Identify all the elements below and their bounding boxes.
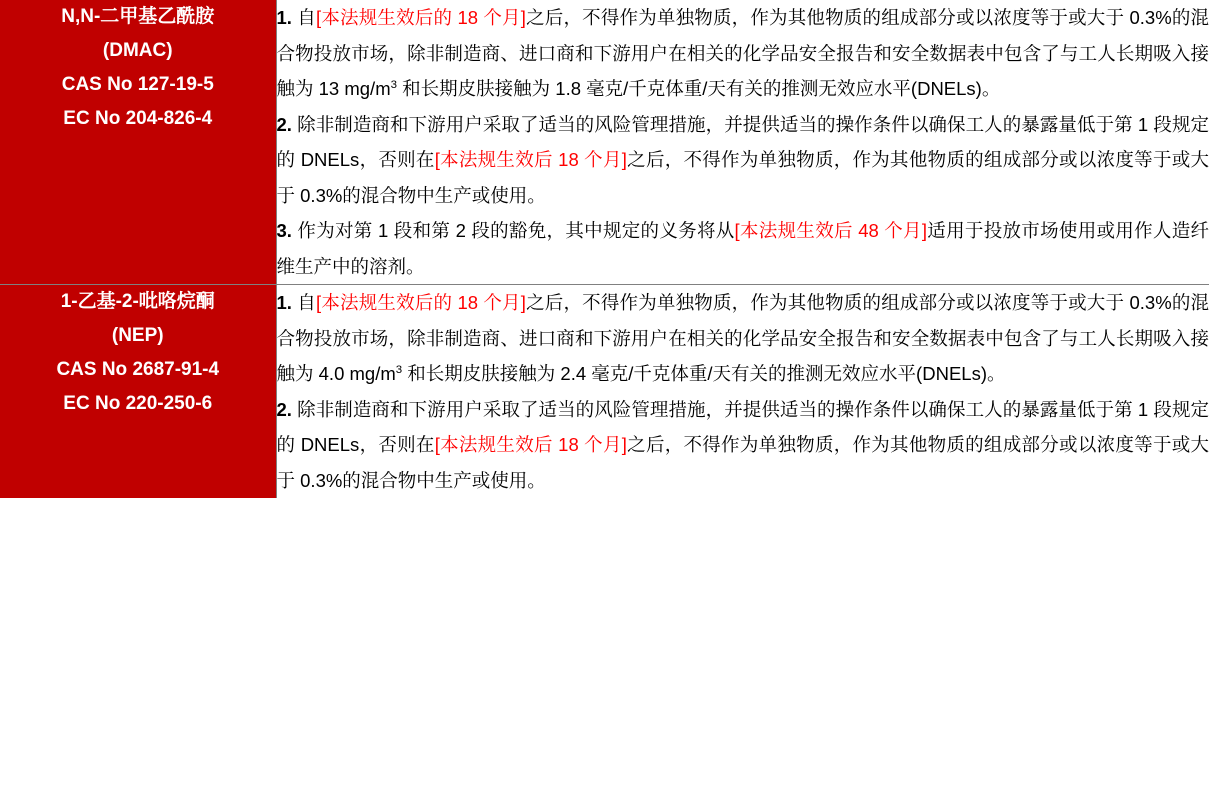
provision-highlight-segment: [本法规生效后 48 个月] xyxy=(734,220,927,241)
provisions-cell-dmac xyxy=(276,0,1209,285)
substance-name: N,N-二甲基乙酰胺 xyxy=(61,6,215,27)
substance-name: 1-乙基-2-吡咯烷酮 xyxy=(60,291,215,312)
provision-paragraph xyxy=(277,285,1209,392)
provision-highlight-segment: [本法规生效后的 18 个月] xyxy=(315,292,526,313)
substance-abbreviation: (DMAC) xyxy=(102,40,173,61)
provision-text-segment: 自 xyxy=(297,7,316,28)
provision-text-segment: 和长期皮肤接触为 1.8 毫克/千克体重/天有关的推测无效应水平(DNELs)。 xyxy=(397,78,1001,99)
provision-paragraph xyxy=(277,107,1209,214)
provision-text-segment: 之后，不得作为单独物质，作为其他物质的组成部分或以浓度等于或大于 0.3%的混合物中生产或使用。 xyxy=(276,149,1209,206)
provision-text-segment: 和长期皮肤接触为 2.4 毫克/千克体重/天有关的推测无效应水平(DNELs)。 xyxy=(402,363,1006,384)
provision-superscript: 3 xyxy=(395,363,403,376)
table-row xyxy=(0,285,1209,499)
substance-cell-nep xyxy=(0,285,276,499)
provision-highlight-segment: [本法规生效后 18 个月] xyxy=(434,434,627,455)
provision-paragraph xyxy=(277,392,1209,499)
table-row xyxy=(0,0,1209,285)
substance-abbreviation: (NEP) xyxy=(111,325,164,346)
provision-superscript: 3 xyxy=(390,78,397,91)
substance-ec-number: EC No 204-826-4 xyxy=(63,108,213,129)
provision-text-segment: 作为对第 1 段和第 2 段的豁免，其中规定的义务将从 xyxy=(297,220,735,241)
provision-number: 1. xyxy=(276,7,292,28)
provision-highlight-segment: [本法规生效后 18 个月] xyxy=(434,149,627,170)
substance-cas-number: CAS No 2687-91-4 xyxy=(56,359,220,380)
provisions-cell-nep xyxy=(276,285,1209,499)
provision-text-segment: 之后，不得作为单独物质，作为其他物质的组成部分或以浓度等于或大于 0.3%的混合物中生产或使用。 xyxy=(276,434,1209,491)
substance-ec-number: EC No 220-250-6 xyxy=(63,393,213,414)
provision-number: 1. xyxy=(276,292,292,313)
provision-number: 2. xyxy=(276,113,292,135)
provision-text-segment: 适用于投放市场使用或用作人造纤维生产中的溶剂。 xyxy=(276,220,1209,277)
provision-paragraph xyxy=(277,213,1209,284)
provision-paragraph xyxy=(277,0,1209,107)
substance-cas-number: CAS No 127-19-5 xyxy=(61,74,214,95)
provision-number: 3. xyxy=(276,220,292,241)
provision-text-segment: 之后，不得作为单独物质，作为其他物质的组成部分或以浓度等于或大于 0.3%的混合物投放市场，除非制造商、进口商和下游用户在相关的化学品安全报告和安全数据表中包含了与工人长期吸入接触为 13 mg/m xyxy=(276,7,1209,99)
substance-cell-dmac xyxy=(0,0,276,285)
provision-highlight-segment: [本法规生效后的 18 个月] xyxy=(315,7,526,28)
provision-text-segment: 自 xyxy=(297,292,316,313)
provision-text-segment: 之后，不得作为单独物质，作为其他物质的组成部分或以浓度等于或大于 0.3%的混合物投放市场，除非制造商、进口商和下游用户在相关的化学品安全报告和安全数据表中包含了与工人长期吸入接触为 4.0 mg/m xyxy=(276,292,1209,384)
provision-text-segment: 除非制造商和下游用户采取了适当的风险管理措施，并提供适当的操作条件以确保工人的暴露量低于第 1 段规定的 DNELs，否则在 xyxy=(276,398,1209,455)
provision-number: 2. xyxy=(276,398,292,420)
provision-text-segment: 除非制造商和下游用户采取了适当的风险管理措施，并提供适当的操作条件以确保工人的暴露量低于第 1 段规定的 DNELs，否则在 xyxy=(276,113,1209,170)
